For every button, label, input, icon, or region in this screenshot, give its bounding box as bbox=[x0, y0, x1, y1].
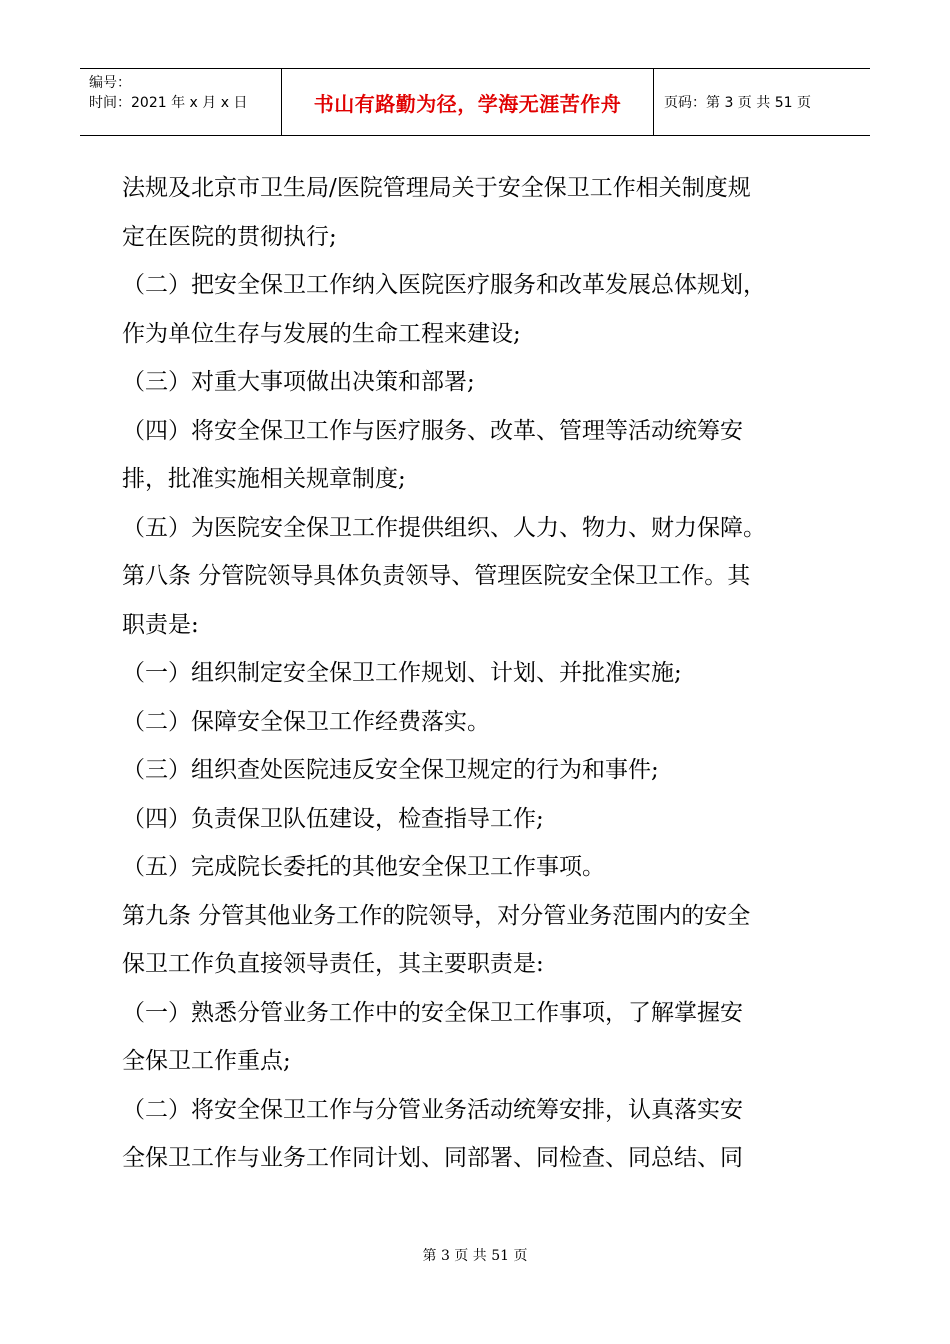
page-footer bbox=[0, 1245, 950, 1265]
body-line: 定在医院的贯彻执行; bbox=[122, 223, 337, 250]
body-line: （四）将安全保卫工作与医疗服务、改革、管理等活动统筹安 bbox=[122, 417, 743, 444]
body-line: 全保卫工作与业务工作同计划、同部署、同检查、同总结、同 bbox=[122, 1145, 743, 1171]
body-line: 排，批准实施相关规章制度; bbox=[122, 466, 406, 492]
document-time-label: 时间：2021 年 x 月 x 日 bbox=[89, 95, 248, 111]
body-line: （四）负责保卫队伍建设，检查指导工作; bbox=[122, 805, 544, 832]
body-line: 作为单位生存与发展的生命工程来建设; bbox=[122, 320, 521, 347]
body-line: （一）组织制定安全保卫工作规划、计划、并批准实施; bbox=[122, 660, 682, 686]
body-line: （五）为医院安全保卫工作提供组织、人力、物力、财力保障。 bbox=[122, 514, 766, 541]
body-line: （二）将安全保卫工作与分管业务活动统筹安排，认真落实安 bbox=[122, 1096, 743, 1123]
document-number-label: 编号： bbox=[89, 75, 131, 91]
header-motto-cell bbox=[281, 69, 654, 135]
footer-page-number: 第 3 页 共 51 页 bbox=[422, 1248, 528, 1264]
body-line: 职责是: bbox=[122, 611, 199, 638]
body-line: （三）组织查处医院违反安全保卫规定的行为和事件; bbox=[122, 757, 659, 783]
body-line: （一）熟悉分管业务工作中的安全保卫工作事项，了解掌握安 bbox=[122, 999, 743, 1026]
header-page-label: 页码：第 3 页 共 51 页 bbox=[664, 95, 811, 111]
document-body bbox=[122, 164, 834, 1183]
header-meta bbox=[80, 69, 281, 135]
header-motto: 书山有路勤为径，学海无涯苦作舟 bbox=[313, 91, 622, 116]
page-header bbox=[80, 68, 870, 136]
body-line: （二）保障安全保卫工作经费落实。 bbox=[122, 708, 490, 735]
body-line: 第九条 分管其他业务工作的院领导，对分管业务范围内的安全 bbox=[122, 902, 751, 929]
body-line: （五）完成院长委托的其他安全保卫工作事项。 bbox=[122, 854, 605, 880]
body-line: （三）对重大事项做出决策和部署; bbox=[122, 369, 475, 395]
body-line: （二）把安全保卫工作纳入医院医疗服务和改革发展总体规划， bbox=[122, 272, 766, 298]
body-line: 法规及北京市卫生局/医院管理局关于安全保卫工作相关制度规 bbox=[122, 175, 751, 201]
body-line: 保卫工作负直接领导责任，其主要职责是: bbox=[122, 951, 544, 977]
body-line: 全保卫工作重点; bbox=[122, 1048, 291, 1074]
body-line: 第八条 分管院领导具体负责领导、管理医院安全保卫工作。其 bbox=[122, 563, 751, 589]
header-page-cell bbox=[654, 69, 870, 135]
